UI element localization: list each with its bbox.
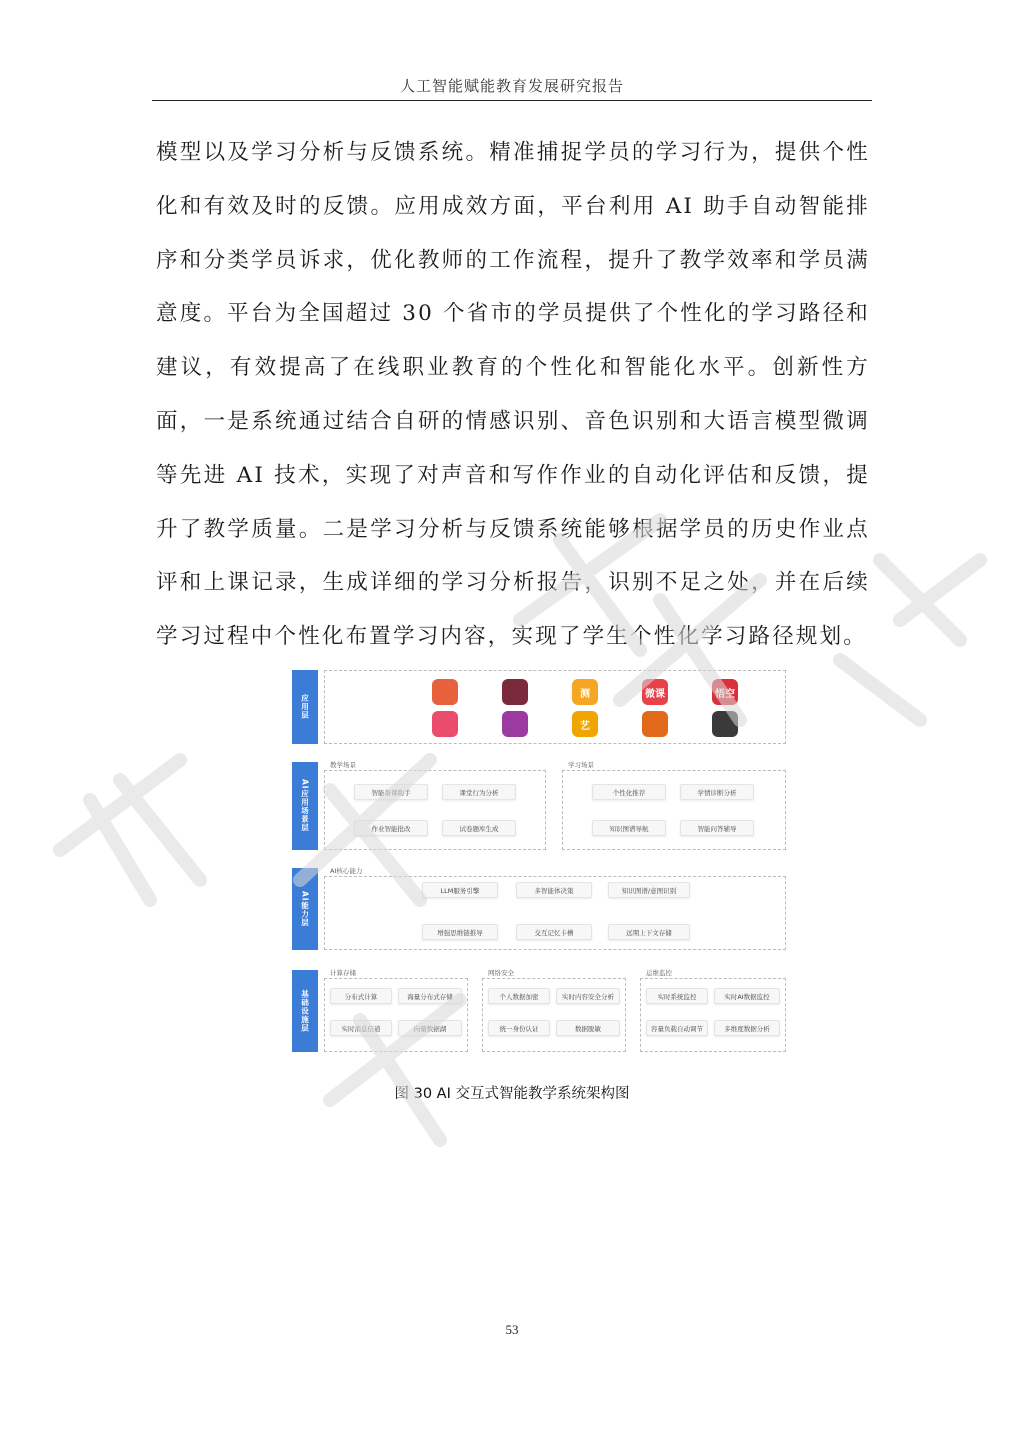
chip-learning-0: 个性化推荐 — [592, 784, 666, 800]
page-header: 人工智能赋能教育发展研究报告 — [152, 74, 872, 101]
infrastructure-layer — [292, 970, 786, 1052]
chip-security-1: 实时内容安全分析 — [556, 988, 620, 1004]
chip-ops-3: 多维度数据分析 — [714, 1020, 780, 1036]
app-icon-2 — [502, 679, 528, 705]
chip-capability-5: 远期上下文存储 — [608, 924, 690, 940]
ai-scenario-layer — [292, 762, 786, 850]
app-icon-6 — [432, 711, 458, 737]
chip-compute-2: 实时消息信道 — [330, 1020, 392, 1036]
chip-teaching-3: 试卷题库生成 — [442, 820, 516, 836]
compute-storage-title: 计算存储 — [330, 969, 356, 977]
app-icon-1 — [432, 679, 458, 705]
app-icon-8: 艺 — [572, 711, 598, 737]
chip-capability-2: 知识图谱/意图识别 — [608, 882, 690, 898]
network-security-title: 网络安全 — [488, 969, 514, 977]
chip-teaching-2: 作业智能批改 — [354, 820, 428, 836]
architecture-figure — [292, 668, 786, 1056]
app-icon-9 — [642, 711, 668, 737]
chip-capability-4: 交互记忆卡槽 — [516, 924, 592, 940]
app-icon-4: 微课 — [642, 679, 668, 705]
teaching-scenario-title: 教学场景 — [330, 761, 356, 769]
chip-capability-1: 多智能体决策 — [516, 882, 592, 898]
chip-compute-1: 海量分布式存储 — [398, 988, 462, 1004]
chip-ops-0: 实时系统监控 — [646, 988, 708, 1004]
layer-label-app: 应用层 — [292, 670, 318, 744]
chip-ops-2: 容量负载自动调节 — [646, 1020, 708, 1036]
chip-teaching-1: 课堂行为分析 — [442, 784, 516, 800]
ops-monitor-title: 运维监控 — [646, 969, 672, 977]
chip-learning-3: 智能问答辅导 — [680, 820, 754, 836]
chip-capability-3: 增强思维链推导 — [422, 924, 498, 940]
app-icon-7 — [502, 711, 528, 737]
page-number: 53 — [505, 1322, 519, 1337]
chip-security-2: 统一身份认证 — [488, 1020, 550, 1036]
chip-learning-1: 学情诊断分析 — [680, 784, 754, 800]
learning-scenario-title: 学习场景 — [568, 761, 594, 769]
app-icon-5: 悟空 — [712, 679, 738, 705]
chip-security-3: 数据脱敏 — [556, 1020, 620, 1036]
chip-learning-2: 知识图谱导航 — [592, 820, 666, 836]
app-icon-3: 测 — [572, 679, 598, 705]
body-paragraph: 模型以及学习分析与反馈系统。精准捕捉学员的学习行为，提供个性化和有效及时的反馈。应用成效方面，平台利用 AI 助手自动智能排序和分类学员诉求，优化教师的工作流程，提升了教学效率和学员满意度。平台为全国超过 30 个省市的学员提供了个性化的学习路径和建议，有效提高了在线职业教育的个性化和智能化水平。创新性方面，一是系统通过结合自研的情感识别、音色识别和大语言模型微调等先进 AI 技术，实现了对声音和写作作业的自动化评估和反馈，提升了教学质量。二是学习分析与反馈系统能够根据学员的历史作业点评和上课记录，生成详细的学习分析报告，识别不足之处，并在后续学习过程中个性化布置学习内容，实现了学生个性化学习路径规划。 — [156, 140, 870, 650]
chip-ops-1: 实时AI数据监控 — [714, 988, 780, 1004]
app-icon-10 — [712, 711, 738, 737]
ai-capability-layer — [292, 868, 786, 950]
chip-security-0: 个人数据加密 — [488, 988, 550, 1004]
body-paragraph-container — [156, 126, 870, 664]
chip-capability-0: LLM服务引擎 — [422, 882, 498, 898]
chip-compute-0: 分布式计算 — [330, 988, 392, 1004]
layer-label-capability: AI能力层 — [292, 868, 318, 950]
layer-label-infra: 基础设施层 — [292, 970, 318, 1052]
application-layer — [292, 670, 786, 744]
chip-teaching-0: 智能备课助手 — [354, 784, 428, 800]
figure-caption: 图 30 AI 交互式智能教学系统架构图 — [394, 1086, 630, 1102]
app-icons-box — [324, 670, 786, 744]
capability-title: AI核心能力 — [330, 867, 363, 875]
chip-compute-3: 向量数据湖 — [398, 1020, 462, 1036]
teaching-scenario-box — [324, 770, 546, 850]
learning-scenario-box — [562, 770, 786, 850]
layer-label-scenario: AI应用场景层 — [292, 762, 318, 850]
